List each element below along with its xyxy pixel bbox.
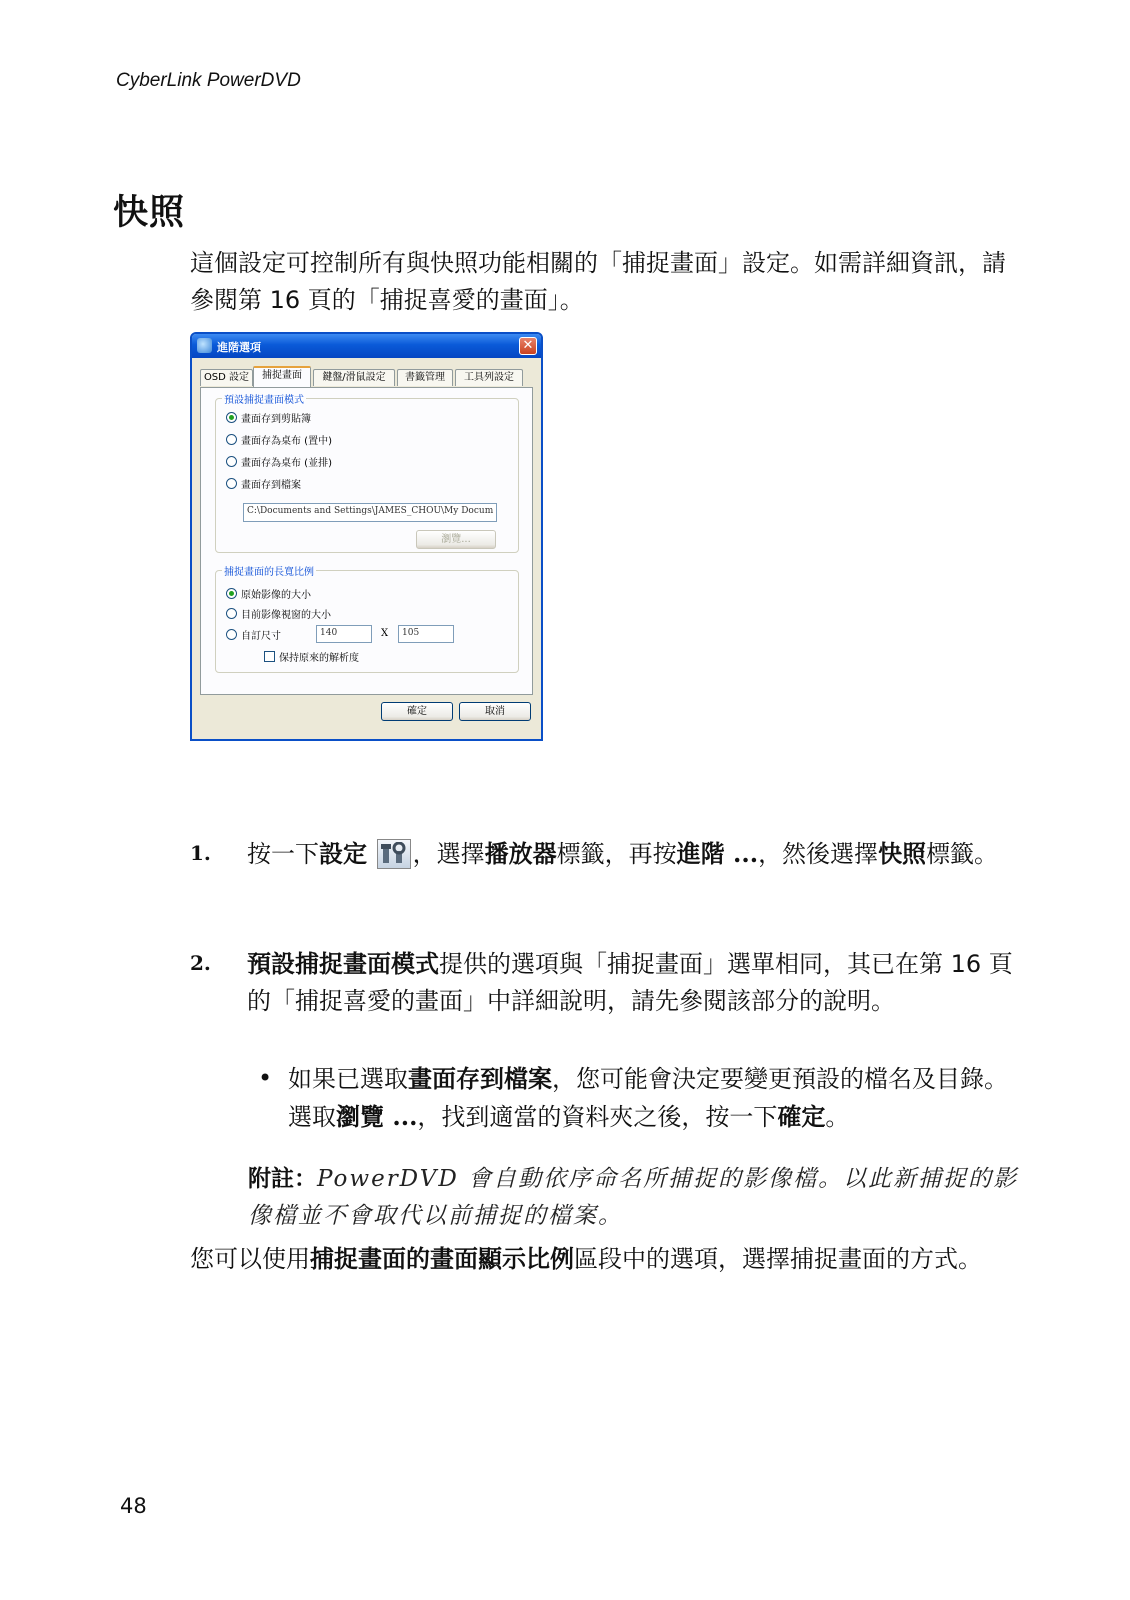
capture-tab-panel (200, 387, 533, 695)
step-number: 1. (190, 841, 211, 865)
bold-term: 確定 (777, 1102, 826, 1131)
outro-paragraph (190, 1240, 1015, 1278)
bold-term: 捕捉畫面的畫面顯示比例 (310, 1244, 574, 1273)
bold-term: 播放器 (484, 839, 557, 868)
width-input[interactable]: 140 (316, 625, 372, 643)
aspect-ratio-group (215, 567, 519, 673)
bold-term: 快照 (878, 839, 927, 868)
text-run: 區段中的選項，選擇捕捉畫面的方式。 (574, 1245, 982, 1273)
note (248, 1160, 1038, 1235)
radio-label: 目前影像視窗的大小 (241, 609, 331, 621)
times-label: X (381, 628, 389, 639)
bold-term: 進階 ... (676, 839, 759, 868)
intro-paragraph: 這個設定可控制所有與快照功能相關的「捕捉畫面」設定。如需詳細資訊，請參閱第 16 頁的「捕捉喜愛的畫面」。 (190, 249, 1006, 314)
text-run: 標籤，再按 (556, 840, 677, 868)
section-title: 快照 (113, 193, 186, 233)
bold-term: 預設捕捉畫面模式 (247, 949, 439, 978)
tab-osd-settings[interactable]: OSD 設定 (200, 369, 253, 386)
radio-label: 畫面存到檔案 (241, 479, 301, 491)
radio-button[interactable] (226, 478, 237, 489)
text-run: 如果已選取 (288, 1065, 408, 1093)
radio-button[interactable] (226, 434, 237, 445)
height-input[interactable]: 105 (398, 625, 454, 643)
note-label: 附註： (248, 1165, 317, 1192)
text-run: ，找到適當的資料夾之後，按一下 (417, 1103, 778, 1131)
file-path-field[interactable]: C:\Documents and Settings\JAMES_CHOU\My Docum (243, 503, 497, 522)
bullet-text (288, 1060, 1018, 1136)
capture-mode-group-label: 預設捕捉畫面模式 (222, 391, 306, 406)
text-run: ，然後選擇 (758, 840, 879, 868)
bold-term: 瀏覽 ... (336, 1102, 418, 1131)
checkbox[interactable] (264, 651, 275, 662)
capture-mode-group (215, 395, 519, 553)
text-run: ，您可能會決定要變更預設的檔名及目錄。選取 (288, 1065, 1008, 1131)
text-run: 提供的選項與「捕捉畫面」選單相同，其已在第 16 頁的「捕捉喜愛的畫面」中詳細說明，請先參閱該部分的說明。 (247, 950, 1013, 1015)
keep-resolution-checkbox-row[interactable] (264, 648, 359, 664)
radio-label: 畫面存為桌布 (置中) (241, 435, 332, 447)
bullet-glyph: • (258, 1064, 273, 1092)
text-run: 按一下 (247, 840, 319, 868)
radio-label: 畫面存為桌布 (並排) (241, 457, 332, 469)
tab-capture-screen[interactable]: 捕捉畫面 (253, 366, 311, 387)
radio-custom-size[interactable] (226, 626, 281, 642)
cancel-button[interactable]: 取消 (459, 702, 531, 721)
radio-label: 原始影像的大小 (241, 589, 311, 601)
radio-save-clipboard[interactable] (226, 409, 311, 425)
radio-button[interactable] (226, 456, 237, 467)
tab-bookmarks[interactable]: 書籤管理 (397, 369, 453, 386)
text-run: ，選擇 (412, 840, 485, 868)
radio-wallpaper-tile[interactable] (226, 453, 332, 469)
step-text (247, 835, 1015, 873)
close-icon[interactable]: ✕ (519, 337, 537, 355)
radio-button-checked[interactable] (226, 412, 237, 423)
step-text (247, 945, 1015, 1020)
tab-toolbar-settings[interactable]: 工具列設定 (455, 369, 523, 386)
ok-button[interactable]: 確定 (381, 702, 453, 721)
note-text: PowerDVD 會自動依序命名所捕捉的影像檔。以此新捕捉的影像檔並不會取代以前捕捉的檔案。 (248, 1166, 1019, 1229)
text-run: 您可以使用 (190, 1245, 310, 1273)
radio-wallpaper-center[interactable] (226, 431, 332, 447)
radio-window-size[interactable] (226, 605, 331, 621)
checkbox-label: 保持原來的解析度 (279, 652, 359, 664)
browse-button[interactable]: 瀏覽... (416, 530, 496, 549)
settings-tools-icon (377, 839, 411, 869)
radio-save-file[interactable] (226, 475, 301, 491)
radio-button[interactable] (226, 608, 237, 619)
radio-label: 畫面存到剪貼簿 (241, 413, 311, 425)
text-run: 標籤。 (926, 840, 999, 868)
text-run: 。 (825, 1103, 850, 1131)
dialog-title: 進階選項 (217, 341, 261, 354)
radio-label: 自訂尺寸 (241, 630, 281, 642)
radio-button-checked[interactable] (226, 588, 237, 599)
tab-keyboard-mouse[interactable]: 鍵盤/滑鼠設定 (313, 369, 395, 386)
app-icon (197, 338, 212, 353)
radio-button[interactable] (226, 629, 237, 640)
bold-term: 設定 (319, 839, 367, 868)
page-number: 48 (120, 1494, 147, 1518)
running-header: CyberLink PowerDVD (116, 70, 301, 91)
aspect-ratio-group-label: 捕捉畫面的長寬比例 (222, 563, 316, 578)
bold-term: 畫面存到檔案 (408, 1064, 552, 1093)
dialog-titlebar (192, 334, 541, 358)
radio-original-size[interactable] (226, 585, 311, 601)
advanced-options-dialog (190, 332, 543, 741)
step-number: 2. (190, 951, 211, 975)
